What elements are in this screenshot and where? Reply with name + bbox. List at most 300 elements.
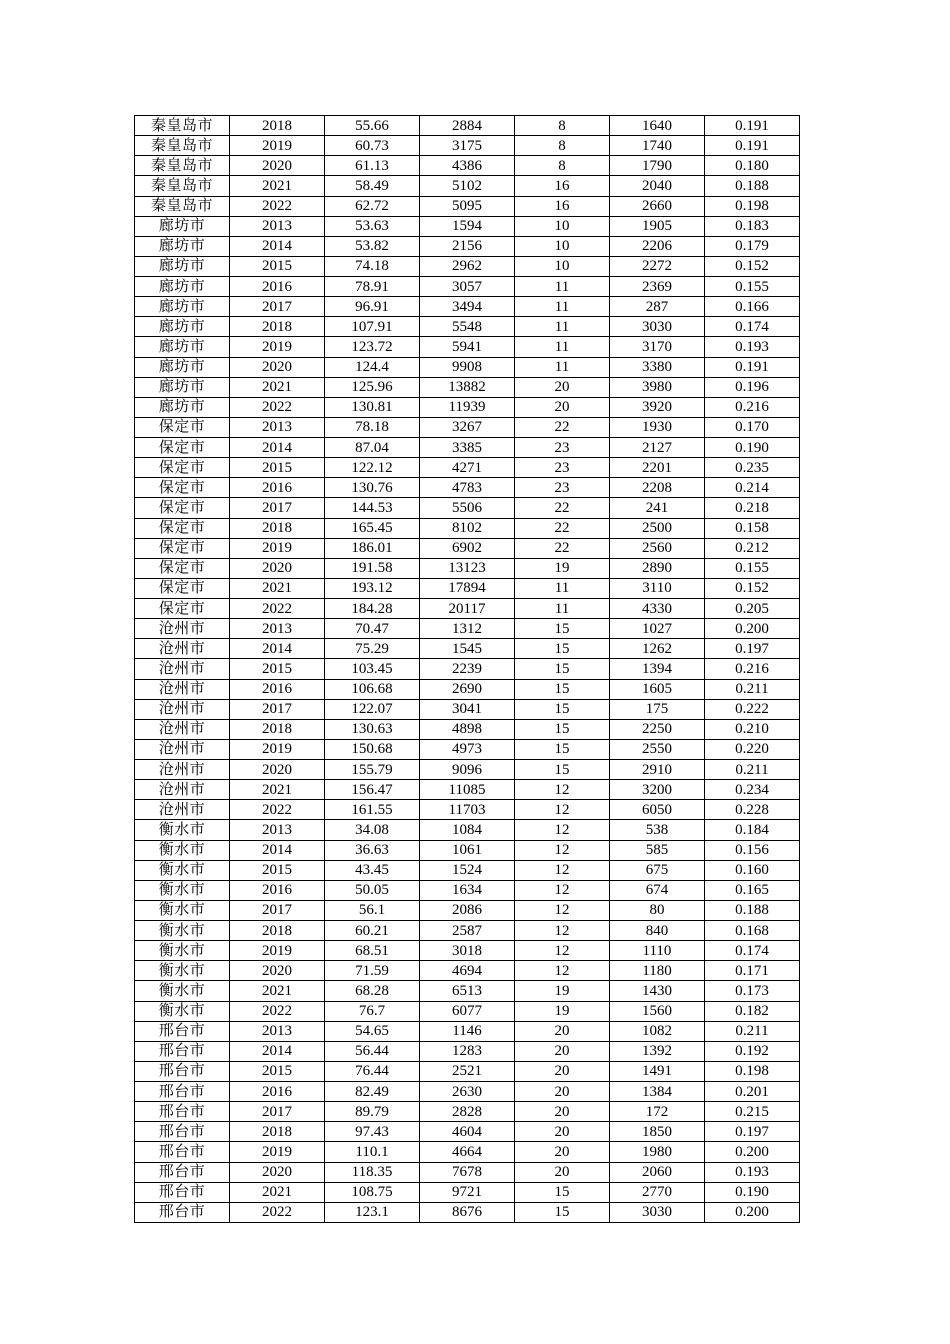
city-cell: 衡水市	[135, 860, 230, 880]
value-d-cell: 3200	[610, 780, 705, 800]
index-cell: 0.200	[705, 1142, 800, 1162]
value-a-cell: 70.47	[325, 619, 420, 639]
city-cell: 廊坊市	[135, 397, 230, 417]
value-a-cell: 186.01	[325, 538, 420, 558]
city-cell: 衡水市	[135, 900, 230, 920]
value-d-cell: 1392	[610, 1041, 705, 1061]
index-cell: 0.200	[705, 1202, 800, 1222]
value-d-cell: 2272	[610, 256, 705, 276]
index-cell: 0.174	[705, 317, 800, 337]
index-cell: 0.190	[705, 438, 800, 458]
year-cell: 2013	[230, 216, 325, 236]
value-c-cell: 20	[515, 1041, 610, 1061]
index-cell: 0.156	[705, 840, 800, 860]
table-row	[135, 558, 800, 578]
value-d-cell: 1180	[610, 961, 705, 981]
city-cell: 邢台市	[135, 1041, 230, 1061]
value-c-cell: 10	[515, 256, 610, 276]
value-b-cell: 3267	[420, 417, 515, 437]
year-cell: 2018	[230, 317, 325, 337]
table-row	[135, 196, 800, 216]
city-cell: 廊坊市	[135, 297, 230, 317]
index-cell: 0.179	[705, 236, 800, 256]
value-b-cell: 2690	[420, 679, 515, 699]
value-c-cell: 15	[515, 739, 610, 759]
value-c-cell: 12	[515, 921, 610, 941]
value-b-cell: 6077	[420, 1001, 515, 1021]
value-b-cell: 2884	[420, 116, 515, 136]
index-cell: 0.155	[705, 277, 800, 297]
year-cell: 2022	[230, 599, 325, 619]
value-b-cell: 9096	[420, 760, 515, 780]
year-cell: 2016	[230, 277, 325, 297]
value-d-cell: 674	[610, 880, 705, 900]
index-cell: 0.222	[705, 699, 800, 719]
year-cell: 2021	[230, 780, 325, 800]
table-row	[135, 538, 800, 558]
value-b-cell: 1524	[420, 860, 515, 880]
table-row	[135, 981, 800, 1001]
city-cell: 保定市	[135, 417, 230, 437]
value-a-cell: 60.21	[325, 921, 420, 941]
value-d-cell: 1384	[610, 1082, 705, 1102]
year-cell: 2014	[230, 1041, 325, 1061]
year-cell: 2021	[230, 981, 325, 1001]
year-cell: 2019	[230, 136, 325, 156]
table-row	[135, 1001, 800, 1021]
table-row	[135, 760, 800, 780]
city-cell: 秦皇岛市	[135, 156, 230, 176]
value-b-cell: 5102	[420, 176, 515, 196]
table-row	[135, 659, 800, 679]
value-d-cell: 3030	[610, 317, 705, 337]
value-a-cell: 43.45	[325, 860, 420, 880]
value-c-cell: 23	[515, 478, 610, 498]
value-b-cell: 13123	[420, 558, 515, 578]
value-a-cell: 75.29	[325, 639, 420, 659]
index-cell: 0.180	[705, 156, 800, 176]
index-cell: 0.211	[705, 679, 800, 699]
value-c-cell: 22	[515, 538, 610, 558]
value-b-cell: 4604	[420, 1122, 515, 1142]
value-a-cell: 56.44	[325, 1041, 420, 1061]
value-c-cell: 15	[515, 619, 610, 639]
table-row	[135, 1021, 800, 1041]
table-row	[135, 1202, 800, 1222]
index-cell: 0.210	[705, 719, 800, 739]
index-cell: 0.193	[705, 1162, 800, 1182]
table-row	[135, 136, 800, 156]
value-a-cell: 193.12	[325, 578, 420, 598]
value-d-cell: 585	[610, 840, 705, 860]
index-cell: 0.198	[705, 196, 800, 216]
value-d-cell: 3030	[610, 1202, 705, 1222]
value-d-cell: 6050	[610, 800, 705, 820]
city-cell: 廊坊市	[135, 216, 230, 236]
value-c-cell: 22	[515, 518, 610, 538]
value-d-cell: 840	[610, 921, 705, 941]
value-b-cell: 1061	[420, 840, 515, 860]
value-c-cell: 20	[515, 1102, 610, 1122]
year-cell: 2019	[230, 739, 325, 759]
city-cell: 衡水市	[135, 961, 230, 981]
year-cell: 2013	[230, 1021, 325, 1041]
city-cell: 保定市	[135, 558, 230, 578]
value-c-cell: 22	[515, 498, 610, 518]
year-cell: 2016	[230, 1082, 325, 1102]
table-row	[135, 438, 800, 458]
city-cell: 保定市	[135, 438, 230, 458]
table-row	[135, 236, 800, 256]
table-row	[135, 780, 800, 800]
index-cell: 0.191	[705, 357, 800, 377]
value-c-cell: 8	[515, 136, 610, 156]
table-row	[135, 921, 800, 941]
value-b-cell: 1545	[420, 639, 515, 659]
value-d-cell: 1560	[610, 1001, 705, 1021]
value-a-cell: 124.4	[325, 357, 420, 377]
table-row	[135, 900, 800, 920]
value-a-cell: 165.45	[325, 518, 420, 538]
value-d-cell: 241	[610, 498, 705, 518]
value-d-cell: 2040	[610, 176, 705, 196]
city-cell: 邢台市	[135, 1162, 230, 1182]
table-row	[135, 679, 800, 699]
index-cell: 0.214	[705, 478, 800, 498]
value-a-cell: 53.63	[325, 216, 420, 236]
table-row	[135, 800, 800, 820]
year-cell: 2017	[230, 498, 325, 518]
city-cell: 廊坊市	[135, 357, 230, 377]
table-row	[135, 599, 800, 619]
year-cell: 2019	[230, 337, 325, 357]
city-cell: 保定市	[135, 599, 230, 619]
table-row	[135, 216, 800, 236]
index-cell: 0.234	[705, 780, 800, 800]
table-row	[135, 357, 800, 377]
value-d-cell: 3110	[610, 578, 705, 598]
city-cell: 保定市	[135, 498, 230, 518]
value-b-cell: 6902	[420, 538, 515, 558]
index-cell: 0.235	[705, 458, 800, 478]
index-cell: 0.170	[705, 417, 800, 437]
index-cell: 0.155	[705, 558, 800, 578]
year-cell: 2020	[230, 961, 325, 981]
value-b-cell: 3175	[420, 136, 515, 156]
value-c-cell: 12	[515, 900, 610, 920]
index-cell: 0.191	[705, 136, 800, 156]
value-d-cell: 172	[610, 1102, 705, 1122]
value-b-cell: 2086	[420, 900, 515, 920]
city-cell: 邢台市	[135, 1082, 230, 1102]
value-b-cell: 1283	[420, 1041, 515, 1061]
value-b-cell: 3018	[420, 941, 515, 961]
year-cell: 2016	[230, 679, 325, 699]
year-cell: 2015	[230, 659, 325, 679]
index-cell: 0.211	[705, 1021, 800, 1041]
table-row	[135, 1061, 800, 1081]
year-cell: 2014	[230, 639, 325, 659]
value-b-cell: 3385	[420, 438, 515, 458]
value-b-cell: 1634	[420, 880, 515, 900]
value-a-cell: 122.12	[325, 458, 420, 478]
city-cell: 邢台市	[135, 1122, 230, 1142]
value-a-cell: 54.65	[325, 1021, 420, 1041]
index-cell: 0.166	[705, 297, 800, 317]
table-row	[135, 1162, 800, 1182]
value-b-cell: 1084	[420, 820, 515, 840]
index-cell: 0.190	[705, 1182, 800, 1202]
value-d-cell: 1110	[610, 941, 705, 961]
value-a-cell: 130.76	[325, 478, 420, 498]
value-a-cell: 78.18	[325, 417, 420, 437]
value-a-cell: 184.28	[325, 599, 420, 619]
year-cell: 2022	[230, 196, 325, 216]
table-row	[135, 518, 800, 538]
value-b-cell: 3057	[420, 277, 515, 297]
city-cell: 衡水市	[135, 1001, 230, 1021]
value-d-cell: 1905	[610, 216, 705, 236]
year-cell: 2014	[230, 840, 325, 860]
value-c-cell: 11	[515, 599, 610, 619]
value-c-cell: 12	[515, 780, 610, 800]
city-cell: 沧州市	[135, 719, 230, 739]
value-b-cell: 5506	[420, 498, 515, 518]
index-cell: 0.211	[705, 760, 800, 780]
value-c-cell: 11	[515, 277, 610, 297]
city-cell: 邢台市	[135, 1102, 230, 1122]
year-cell: 2021	[230, 377, 325, 397]
value-c-cell: 11	[515, 337, 610, 357]
year-cell: 2022	[230, 1202, 325, 1222]
table-row	[135, 377, 800, 397]
value-c-cell: 19	[515, 1001, 610, 1021]
value-c-cell: 12	[515, 820, 610, 840]
table-row	[135, 860, 800, 880]
value-d-cell: 1640	[610, 116, 705, 136]
value-a-cell: 97.43	[325, 1122, 420, 1142]
value-b-cell: 2630	[420, 1082, 515, 1102]
value-c-cell: 23	[515, 438, 610, 458]
value-b-cell: 3494	[420, 297, 515, 317]
value-c-cell: 20	[515, 1142, 610, 1162]
table-row	[135, 820, 800, 840]
value-b-cell: 9721	[420, 1182, 515, 1202]
value-d-cell: 1980	[610, 1142, 705, 1162]
index-cell: 0.196	[705, 377, 800, 397]
index-cell: 0.188	[705, 176, 800, 196]
year-cell: 2021	[230, 176, 325, 196]
value-b-cell: 2587	[420, 921, 515, 941]
value-d-cell: 1491	[610, 1061, 705, 1081]
value-b-cell: 8102	[420, 518, 515, 538]
year-cell: 2021	[230, 578, 325, 598]
value-b-cell: 8676	[420, 1202, 515, 1222]
value-b-cell: 2521	[420, 1061, 515, 1081]
index-cell: 0.171	[705, 961, 800, 981]
value-d-cell: 2250	[610, 719, 705, 739]
value-d-cell: 2500	[610, 518, 705, 538]
value-a-cell: 108.75	[325, 1182, 420, 1202]
value-c-cell: 15	[515, 1182, 610, 1202]
value-b-cell: 4664	[420, 1142, 515, 1162]
table-body	[135, 116, 800, 1223]
index-cell: 0.152	[705, 256, 800, 276]
value-c-cell: 12	[515, 961, 610, 981]
value-b-cell: 5941	[420, 337, 515, 357]
value-c-cell: 15	[515, 760, 610, 780]
table-row	[135, 498, 800, 518]
index-cell: 0.220	[705, 739, 800, 759]
city-cell: 邢台市	[135, 1142, 230, 1162]
value-a-cell: 89.79	[325, 1102, 420, 1122]
value-c-cell: 19	[515, 558, 610, 578]
value-d-cell: 2060	[610, 1162, 705, 1182]
city-cell: 衡水市	[135, 981, 230, 1001]
value-d-cell: 2560	[610, 538, 705, 558]
index-cell: 0.218	[705, 498, 800, 518]
table-row	[135, 699, 800, 719]
value-d-cell: 675	[610, 860, 705, 880]
value-d-cell: 2127	[610, 438, 705, 458]
year-cell: 2015	[230, 256, 325, 276]
value-c-cell: 20	[515, 1162, 610, 1182]
city-cell: 廊坊市	[135, 236, 230, 256]
table-row	[135, 1102, 800, 1122]
value-c-cell: 20	[515, 397, 610, 417]
year-cell: 2019	[230, 1142, 325, 1162]
value-c-cell: 12	[515, 840, 610, 860]
index-cell: 0.212	[705, 538, 800, 558]
year-cell: 2022	[230, 1001, 325, 1021]
city-cell: 沧州市	[135, 739, 230, 759]
value-a-cell: 110.1	[325, 1142, 420, 1162]
table-row	[135, 1041, 800, 1061]
table-row	[135, 397, 800, 417]
city-cell: 保定市	[135, 458, 230, 478]
city-cell: 沧州市	[135, 760, 230, 780]
value-c-cell: 11	[515, 578, 610, 598]
index-cell: 0.182	[705, 1001, 800, 1021]
value-b-cell: 2239	[420, 659, 515, 679]
value-d-cell: 2550	[610, 739, 705, 759]
index-cell: 0.173	[705, 981, 800, 1001]
index-cell: 0.168	[705, 921, 800, 941]
value-b-cell: 4898	[420, 719, 515, 739]
city-cell: 廊坊市	[135, 337, 230, 357]
year-cell: 2016	[230, 478, 325, 498]
value-a-cell: 62.72	[325, 196, 420, 216]
value-b-cell: 4694	[420, 961, 515, 981]
city-cell: 廊坊市	[135, 317, 230, 337]
value-d-cell: 1394	[610, 659, 705, 679]
value-c-cell: 12	[515, 941, 610, 961]
value-b-cell: 11703	[420, 800, 515, 820]
year-cell: 2020	[230, 558, 325, 578]
table-row	[135, 176, 800, 196]
value-a-cell: 96.91	[325, 297, 420, 317]
data-table	[134, 115, 800, 1223]
table-row	[135, 1182, 800, 1202]
value-c-cell: 12	[515, 860, 610, 880]
value-d-cell: 2206	[610, 236, 705, 256]
value-b-cell: 1312	[420, 619, 515, 639]
index-cell: 0.200	[705, 619, 800, 639]
table-row	[135, 1142, 800, 1162]
city-cell: 秦皇岛市	[135, 136, 230, 156]
table-row	[135, 458, 800, 478]
value-c-cell: 8	[515, 116, 610, 136]
index-cell: 0.192	[705, 1041, 800, 1061]
index-cell: 0.184	[705, 820, 800, 840]
year-cell: 2022	[230, 397, 325, 417]
value-a-cell: 191.58	[325, 558, 420, 578]
index-cell: 0.197	[705, 639, 800, 659]
value-b-cell: 17894	[420, 578, 515, 598]
table-row	[135, 880, 800, 900]
index-cell: 0.201	[705, 1082, 800, 1102]
value-a-cell: 82.49	[325, 1082, 420, 1102]
value-d-cell: 2208	[610, 478, 705, 498]
value-c-cell: 15	[515, 719, 610, 739]
table-row	[135, 116, 800, 136]
index-cell: 0.193	[705, 337, 800, 357]
table-row	[135, 619, 800, 639]
city-cell: 衡水市	[135, 921, 230, 941]
value-b-cell: 7678	[420, 1162, 515, 1182]
value-a-cell: 56.1	[325, 900, 420, 920]
year-cell: 2016	[230, 880, 325, 900]
value-d-cell: 2369	[610, 277, 705, 297]
value-a-cell: 144.53	[325, 498, 420, 518]
value-a-cell: 60.73	[325, 136, 420, 156]
city-cell: 保定市	[135, 538, 230, 558]
value-c-cell: 20	[515, 1082, 610, 1102]
index-cell: 0.228	[705, 800, 800, 820]
value-a-cell: 36.63	[325, 840, 420, 860]
value-d-cell: 175	[610, 699, 705, 719]
value-d-cell: 4330	[610, 599, 705, 619]
value-c-cell: 22	[515, 417, 610, 437]
year-cell: 2018	[230, 116, 325, 136]
value-b-cell: 3041	[420, 699, 515, 719]
table-row	[135, 941, 800, 961]
index-cell: 0.191	[705, 116, 800, 136]
value-d-cell: 3380	[610, 357, 705, 377]
year-cell: 2020	[230, 760, 325, 780]
year-cell: 2019	[230, 538, 325, 558]
city-cell: 沧州市	[135, 639, 230, 659]
value-c-cell: 20	[515, 1021, 610, 1041]
index-cell: 0.215	[705, 1102, 800, 1122]
value-a-cell: 50.05	[325, 880, 420, 900]
value-d-cell: 1430	[610, 981, 705, 1001]
value-a-cell: 156.47	[325, 780, 420, 800]
index-cell: 0.205	[705, 599, 800, 619]
value-d-cell: 3170	[610, 337, 705, 357]
index-cell: 0.216	[705, 659, 800, 679]
year-cell: 2015	[230, 458, 325, 478]
city-cell: 邢台市	[135, 1182, 230, 1202]
city-cell: 衡水市	[135, 820, 230, 840]
value-a-cell: 150.68	[325, 739, 420, 759]
value-b-cell: 9908	[420, 357, 515, 377]
value-b-cell: 2828	[420, 1102, 515, 1122]
city-cell: 保定市	[135, 578, 230, 598]
value-b-cell: 4386	[420, 156, 515, 176]
value-b-cell: 11939	[420, 397, 515, 417]
value-d-cell: 1850	[610, 1122, 705, 1142]
